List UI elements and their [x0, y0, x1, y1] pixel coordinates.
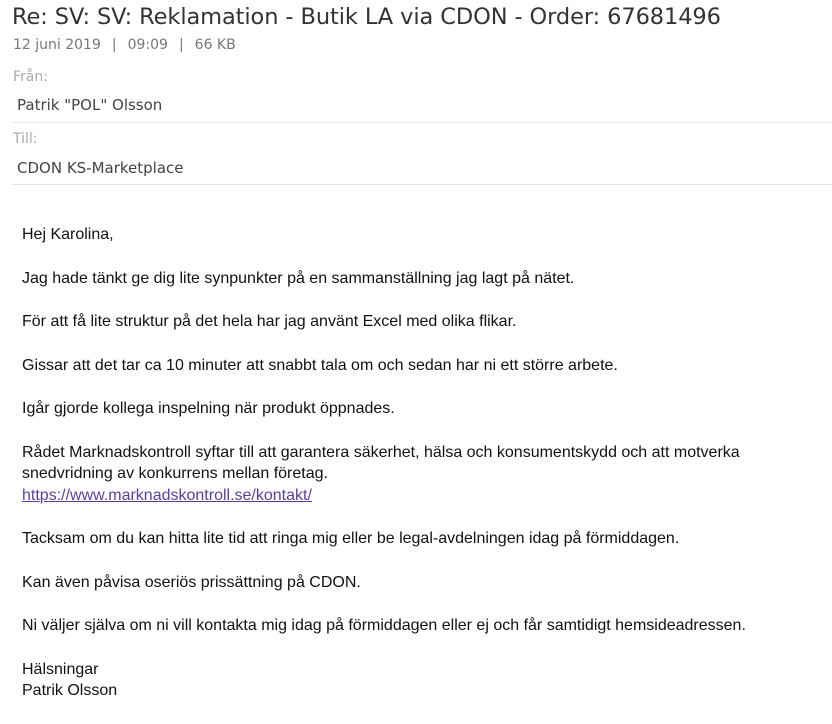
- body-paragraph: Igår gjorde kollega inspelning när produkt öppnades.: [22, 400, 395, 417]
- meta-separator: |: [111, 37, 117, 53]
- body-paragraph: För att få lite struktur på det hela har jag använt Excel med olika flikar.: [22, 313, 517, 330]
- body-signature: Patrik Olsson: [22, 682, 118, 699]
- email-body: [22, 224, 822, 702]
- body-paragraph-with-link: [22, 442, 822, 507]
- from-divider: [12, 122, 832, 123]
- email-subject: Re: SV: SV: Reklamation - Butik LA via CDON - Order: 67681496: [12, 4, 721, 30]
- email-meta: [13, 37, 236, 53]
- to-value[interactable]: CDON KS-Marketplace: [17, 159, 184, 177]
- body-paragraph: Gissar att det tar ca 10 minuter att snabbt tala om och sedan har ni ett större arbete.: [22, 356, 618, 374]
- meta-separator: |: [178, 37, 184, 53]
- to-divider: [12, 184, 832, 185]
- body-line: snedvridning av konkurrens mellan företag.: [22, 465, 328, 482]
- from-value[interactable]: Patrik "POL" Olsson: [17, 96, 163, 114]
- marknadskontroll-link[interactable]: https://www.marknadskontroll.se/kontakt/: [22, 486, 312, 504]
- body-paragraph: Jag hade tänkt ge dig lite synpunkter på en sammanställning jag lagt på nätet.: [22, 269, 575, 287]
- body-paragraph: Tacksam om du kan hitta lite tid att ringa mig eller be legal-avdelningen idag på förmiddagen.: [22, 530, 680, 547]
- email-size: 66 KB: [194, 37, 236, 53]
- from-label: Från:: [13, 69, 48, 85]
- body-closing: Hälsningar: [22, 660, 99, 678]
- body-signoff: [22, 659, 822, 702]
- body-paragraph: Kan även påvisa oseriös prissättning på CDON.: [22, 573, 361, 591]
- email-time: 09:09: [127, 37, 168, 53]
- body-paragraph: Ni väljer själva om ni vill kontakta mig idag på förmiddagen eller ej och får samtidigt hemsideadressen.: [22, 617, 746, 634]
- email-date: 12 juni 2019: [13, 37, 101, 53]
- to-label: Till:: [13, 131, 38, 147]
- body-greeting: Hej Karolina,: [22, 226, 114, 243]
- body-line: Rådet Marknadskontroll syftar till att garantera säkerhet, hälsa och konsumentskydd och att motverka: [22, 443, 740, 461]
